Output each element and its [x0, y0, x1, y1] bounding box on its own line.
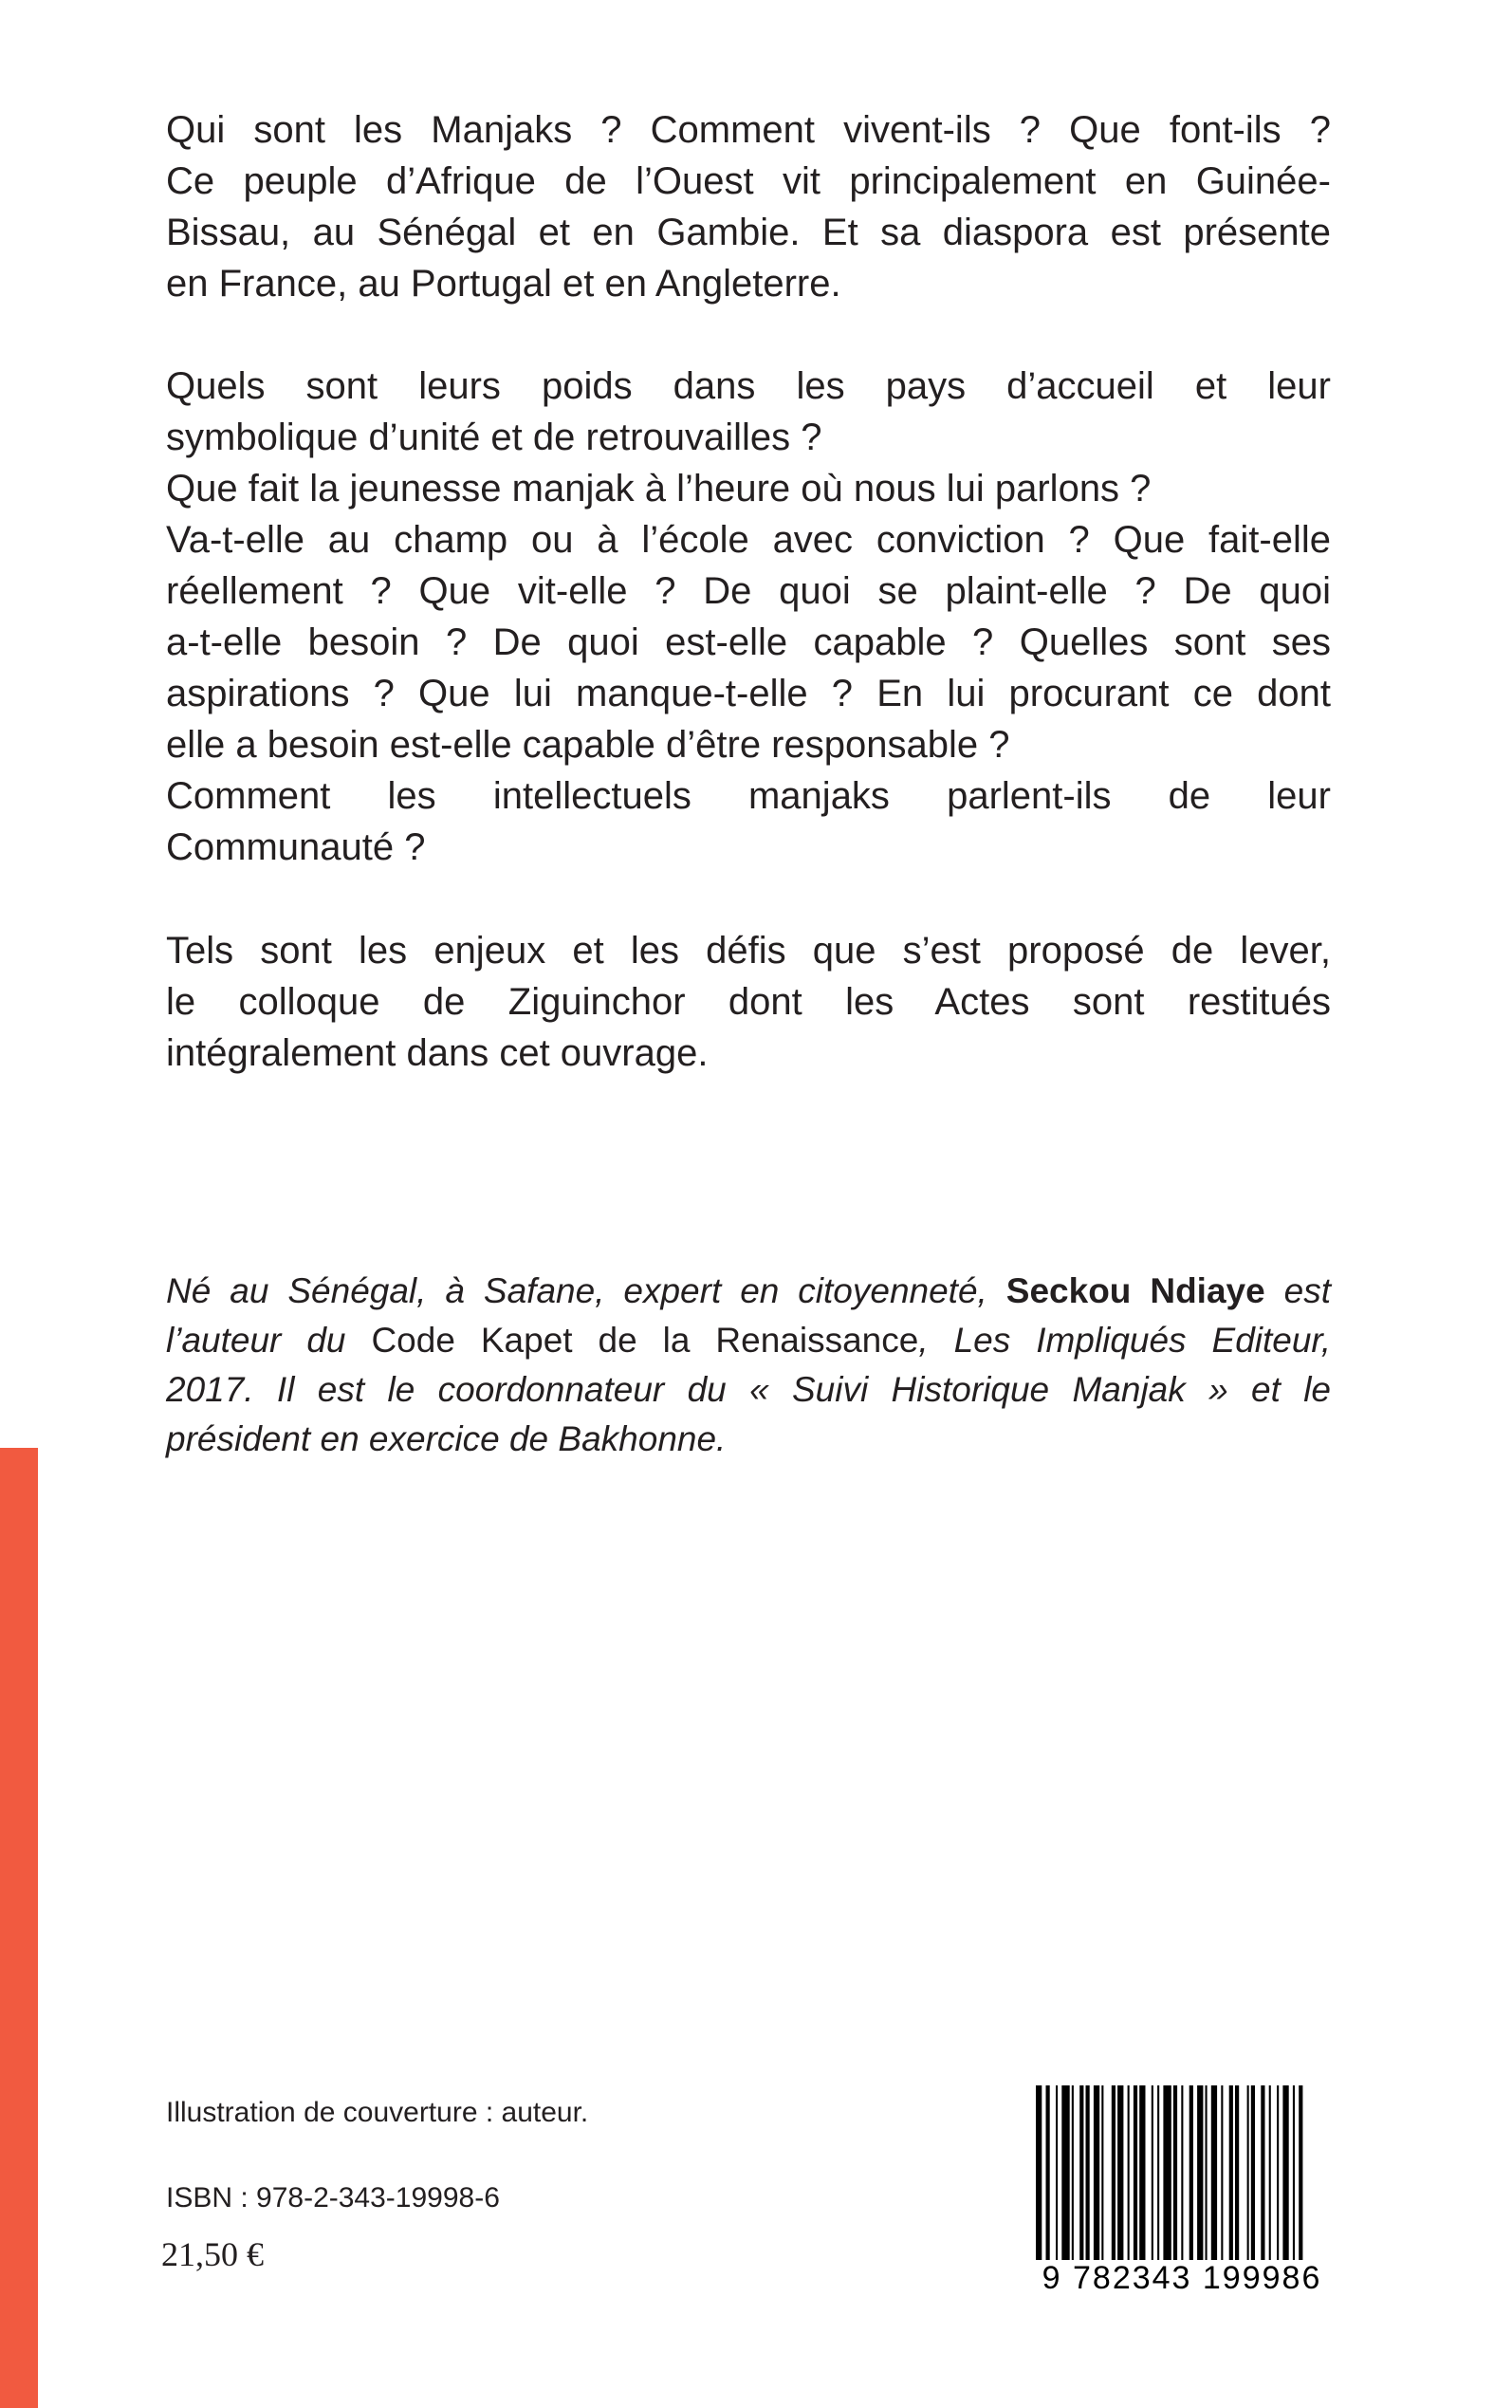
questions-line: Que fait la jeunesse manjak à l’heure où nous lui parlons ? [166, 468, 1152, 509]
barcode-bar [1269, 2085, 1271, 2260]
barcode-bar [1277, 2085, 1279, 2260]
barcode-bar [1157, 2085, 1159, 2260]
intro-line: Ce peuple d’Afrique de l’Ouest vit principalement en Guinée- [166, 160, 1331, 202]
barcode-bar [1061, 2085, 1069, 2260]
conclusion-paragraph [166, 925, 1331, 1079]
barcode-bar [1293, 2085, 1295, 2260]
conclusion-line: le colloque de Ziguinchor dont les Actes sont restitués [166, 981, 1331, 1023]
barcode-digits: 9 782343 199986 [1042, 2260, 1322, 2296]
illustration-credit: Illustration de couverture : auteur. [166, 2097, 589, 2128]
barcode-bar [1229, 2085, 1233, 2260]
bio-text: , Les Impliqués Editeur, [918, 1321, 1331, 1360]
barcode-bar [1299, 2085, 1302, 2260]
questions-line: symbolique d’unité et de retrouvailles ? [166, 417, 822, 458]
questions-line: elle a besoin est-elle capable d’être responsable ? [166, 724, 1010, 766]
barcode-bar [1086, 2085, 1090, 2260]
bio-line: 2017. Il est le coordonnateur du « Suivi Historique Manjak » et le [166, 1370, 1331, 1409]
bio-text: l’auteur du [166, 1321, 372, 1360]
intro-paragraph [166, 104, 1331, 309]
barcode-bar [1072, 2085, 1074, 2260]
questions-line: a-t-elle besoin ? De quoi est-elle capable ? Quelles sont ses [166, 621, 1331, 663]
barcode-bar [1152, 2085, 1153, 2260]
barcode-bar [1235, 2085, 1239, 2260]
barcode-bar [1112, 2085, 1116, 2260]
bio-line [166, 1267, 1331, 1316]
barcode-bar [1251, 2085, 1255, 2260]
bio-text: est [1264, 1271, 1331, 1310]
bio-text: Né au Sénégal, à Safane, expert en citoyenneté, [166, 1271, 1006, 1310]
accent-side-bar [0, 1448, 38, 2408]
barcode-bar [1163, 2085, 1171, 2260]
questions-line: Comment les intellectuels manjaks parlent-ils de leur [166, 775, 1331, 817]
intro-line: Bissau, au Sénégal et en Gambie. Et sa diaspora est présente [166, 212, 1331, 253]
barcode-bar [1036, 2085, 1042, 2260]
barcode-bar [1247, 2085, 1249, 2260]
barcode-bar [1056, 2085, 1058, 2260]
barcode-bar [1139, 2085, 1145, 2260]
barcode-icon [1032, 2085, 1332, 2260]
barcode [1032, 2085, 1332, 2294]
questions-line: aspirations ? Que lui manque-t-elle ? En lui procurant ce dont [166, 673, 1331, 714]
barcode-bar [1117, 2085, 1123, 2260]
barcode-bar [1221, 2085, 1223, 2260]
intro-line: en France, au Portugal et en Angleterre. [166, 263, 841, 305]
barcode-bar [1261, 2085, 1264, 2260]
bio-line: président en exercice de Bakhonne. [166, 1419, 727, 1458]
barcode-bar [1134, 2085, 1137, 2260]
price-tag: 21,50 € [161, 2235, 264, 2273]
book-title: Code Kapet de la Renaissance [371, 1321, 919, 1360]
conclusion-line: Tels sont les enjeux et les défis que s’est proposé de lever, [166, 930, 1331, 972]
questions-paragraph [166, 361, 1331, 873]
barcode-bar [1101, 2085, 1103, 2260]
author-bio [166, 1267, 1331, 1464]
barcode-bar [1206, 2085, 1208, 2260]
questions-line: Quels sont leurs poids dans les pays d’accueil et leur [166, 365, 1331, 407]
barcode-bar [1181, 2085, 1183, 2260]
isbn-number: ISBN : 978-2-343-19998-6 [166, 2182, 500, 2214]
barcode-bar [1079, 2085, 1083, 2260]
barcode-bar [1197, 2085, 1203, 2260]
conclusion-line: intégralement dans cet ouvrage. [166, 1032, 709, 1074]
barcode-bar [1173, 2085, 1177, 2260]
barcode-bar [1282, 2085, 1288, 2260]
barcode-bar [1128, 2085, 1130, 2260]
barcode-bar [1189, 2085, 1193, 2260]
intro-line: Qui sont les Manjaks ? Comment vivent-ils ? Que font-ils ? [166, 109, 1331, 151]
questions-line: Communauté ? [166, 826, 426, 868]
barcode-bar [1211, 2085, 1217, 2260]
bio-line [166, 1316, 1331, 1365]
questions-line: réellement ? Que vit-elle ? De quoi se plaint-elle ? De quoi [166, 570, 1331, 612]
barcode-bar [1046, 2085, 1050, 2260]
questions-line: Va-t-elle au champ ou à l’école avec conviction ? Que fait-elle [166, 519, 1331, 561]
author-name: Seckou Ndiaye [1005, 1271, 1265, 1310]
barcode-bar [1094, 2085, 1099, 2260]
